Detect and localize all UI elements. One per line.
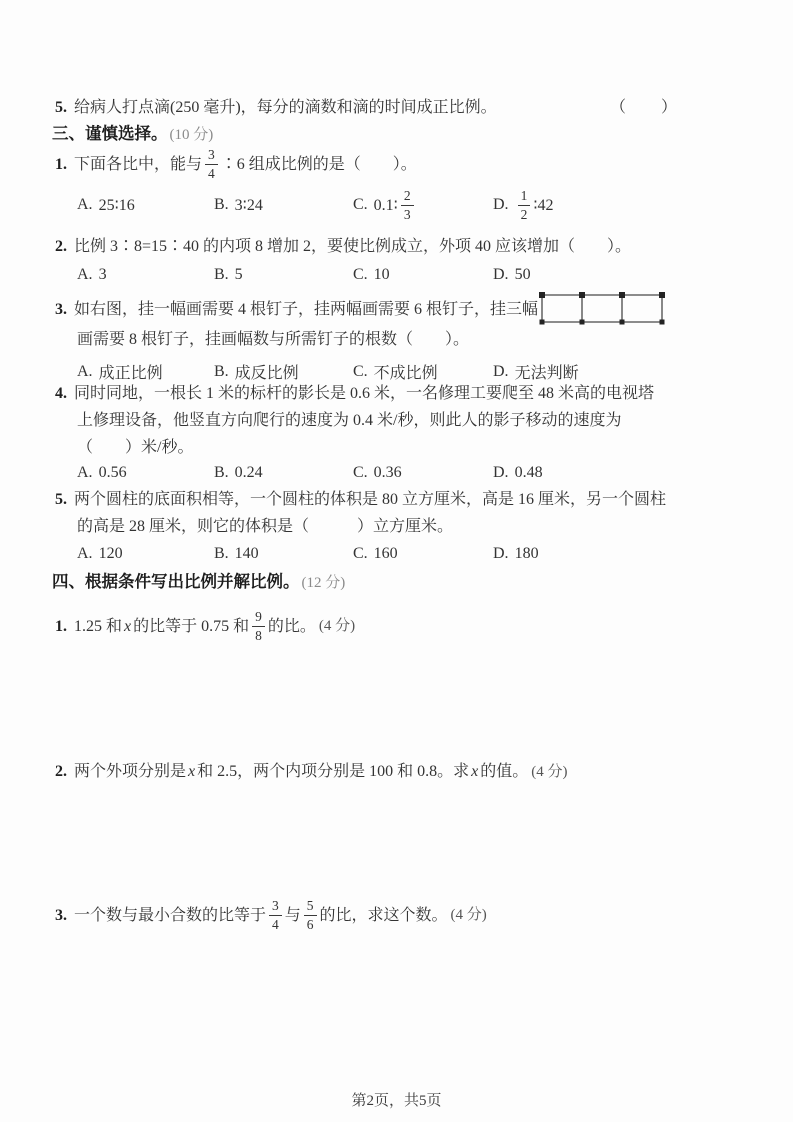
- question-number: 4.: [55, 385, 67, 402]
- s4-q2: [55, 762, 568, 782]
- variable-x: x: [124, 617, 132, 635]
- option-b: B. 3∶24: [214, 196, 263, 214]
- option-d: D. 无法判断: [493, 362, 579, 382]
- s3-q4-line1: [55, 384, 654, 403]
- question-number: 5.: [55, 491, 67, 508]
- option-d: D. 50: [493, 266, 531, 283]
- stem-text: 与: [284, 906, 301, 924]
- question-number: 2.: [55, 763, 67, 780]
- question-number: 5.: [55, 99, 67, 116]
- variable-x: x: [188, 763, 196, 780]
- option-d: D. $\frac{1}{2}$ ∶42: [493, 188, 554, 222]
- s4-q3: [55, 893, 487, 937]
- option-a: A. 3: [77, 266, 107, 283]
- question-number: 3.: [55, 301, 67, 318]
- fraction: $\frac{1}{2}$: [518, 188, 531, 221]
- option-c: C. 10: [353, 266, 390, 283]
- section4-heading: [52, 572, 345, 593]
- answer-brackets: （ ）: [610, 99, 679, 116]
- stem-text: 1.25 和: [74, 617, 123, 635]
- section3-title: 三、谨慎选择。: [52, 124, 168, 143]
- stem-text: 画需要 8 根钉子，挂画幅数与所需钉子的根数（ ）。: [77, 331, 470, 348]
- question-number: 3.: [55, 906, 67, 924]
- section4-points: (12 分): [301, 575, 346, 591]
- question-text: 给病人打点滴(250 毫升)，每分的滴数和滴的时间成正比例。: [74, 99, 497, 116]
- s3-q3-line2: [77, 330, 469, 349]
- option-b: B. 140: [214, 545, 259, 562]
- option-b: B. 成反比例: [214, 362, 299, 382]
- s4-q1: [55, 604, 355, 648]
- stem-text: （ ）米/秒。: [77, 439, 194, 456]
- question-number: 2.: [55, 238, 67, 255]
- stem-text: 一个数与最小合数的比等于: [74, 906, 267, 924]
- stem-text: 如右图，挂一幅画需要 4 根钉子，挂两幅画需要 6 根钉子，挂三幅: [74, 301, 539, 318]
- section3-points: (10 分): [169, 127, 214, 143]
- option-c: C. 160: [353, 545, 398, 562]
- option-d: D. 0.48: [493, 464, 543, 481]
- stem-text: 的比，求这个数。: [319, 906, 448, 924]
- picture-nails-diagram: [536, 289, 668, 329]
- stem-text: 同时同地，一根长 1 米的标杆的影长是 0.6 米，一名修理工要爬至 48 米高的电视塔: [74, 385, 655, 402]
- option-b: B. 0.24: [214, 464, 263, 481]
- fraction: $\frac{3}{4}$: [205, 147, 218, 180]
- option-c: C. 0.36: [353, 464, 402, 481]
- stem-text: 两个圆柱的底面积相等，一个圆柱的体积是 80 立方厘米，高是 16 厘米，另一个圆柱: [74, 491, 667, 508]
- stem-text: ∶6 组成比例的是（ ）。: [220, 155, 417, 173]
- stem-text: 和 2.5，两个内项分别是 100 和 0.8。求: [197, 763, 470, 780]
- stem-text: 的高是 28 厘米，则它的体积是（ ）立方厘米。: [77, 518, 454, 535]
- variable-x: x: [471, 763, 479, 780]
- question-points: (4 分): [450, 906, 487, 923]
- page-number-footer: 第2页，共5页: [351, 1093, 442, 1109]
- s3-q2-stem: [55, 237, 631, 256]
- stem-text: 上修理设备，他竖直方向爬行的速度为 0.4 米/秒，则此人的影子移动的速度为: [77, 412, 622, 429]
- option-b: B. 5: [214, 266, 243, 283]
- question-points: (4 分): [318, 617, 356, 634]
- stem-text: 的值。: [480, 763, 529, 780]
- s3-q1-stem: [55, 142, 417, 186]
- option-d: D. 180: [493, 545, 539, 562]
- option-a: A. 0.56: [77, 464, 127, 481]
- fraction: $\frac{9}{8}$: [252, 609, 265, 642]
- section4-title: 四、根据条件写出比例并解比例。: [52, 572, 300, 591]
- s3-q5-line2: [77, 517, 453, 536]
- question-number: 1.: [55, 617, 67, 635]
- judge-question-5: [55, 98, 497, 117]
- fraction: $\frac{5}{6}$: [304, 898, 317, 931]
- stem-text: 两个外项分别是: [74, 763, 187, 780]
- question-points: (4 分): [531, 764, 568, 780]
- option-a: A. 成正比例: [77, 362, 163, 382]
- stem-text: 的比。: [267, 617, 316, 635]
- s3-q4-line3: [77, 438, 193, 457]
- stem-text: 比例 3∶8=15∶40 的内项 8 增加 2，要使比例成立，外项 40 应该增加（ ）。: [74, 238, 632, 255]
- question-number: 1.: [55, 155, 67, 173]
- stem-text: 的比等于 0.75 和: [133, 617, 250, 635]
- s3-q5-line1: [55, 490, 666, 509]
- fraction: $\frac{3}{4}$: [269, 898, 282, 931]
- option-a: A. 25∶16: [77, 196, 135, 214]
- s3-q3-line1: [55, 300, 538, 319]
- s3-q4-line2: [77, 411, 621, 430]
- fraction: $\frac{2}{3}$: [401, 188, 414, 221]
- option-c: C. 0.1∶ $\frac{2}{3}$: [353, 184, 417, 226]
- option-a: A. 120: [77, 545, 123, 562]
- stem-text: 下面各比中，能与: [74, 155, 203, 173]
- option-c: C. 不成比例: [353, 362, 438, 382]
